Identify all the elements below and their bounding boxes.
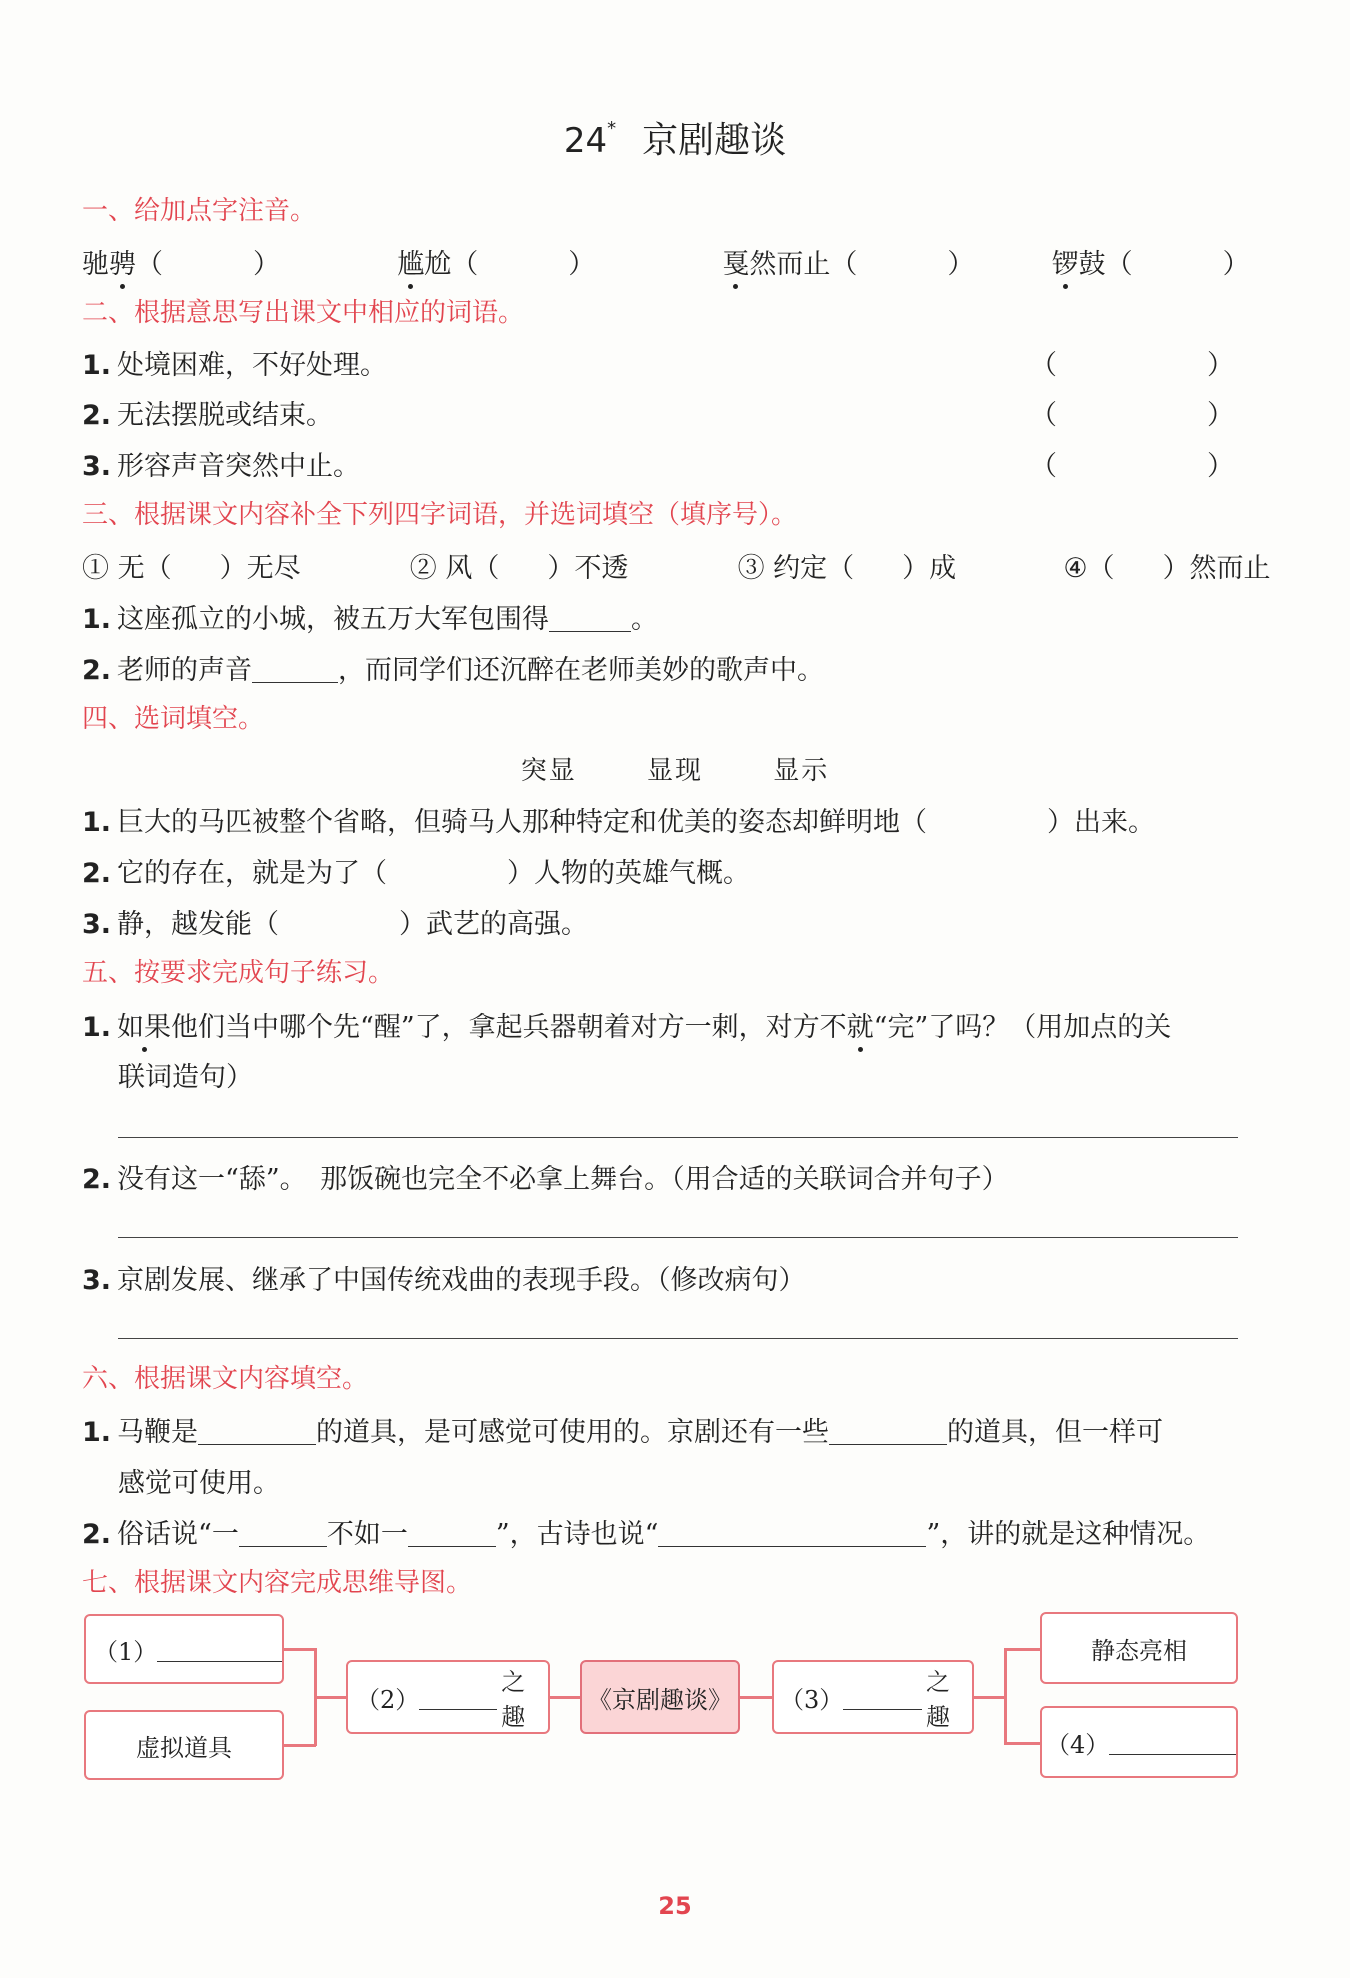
section-2-heading: 二、根据意思写出课文中相应的词语。 [82, 298, 525, 328]
section-1-heading: 一、给加点字注音。 [82, 196, 317, 226]
word-option: 突显 [520, 756, 577, 786]
q6-item-1: 1. 马鞭是 的道具，是可感觉可使用的。京剧还有一些 的道具，但一样可 [82, 1417, 1164, 1448]
q3-options [82, 546, 1271, 585]
connector [740, 1696, 772, 1699]
dotted-char: 戛 [722, 249, 750, 280]
lesson-title: 京剧趣谈 [642, 120, 787, 161]
connector [1004, 1648, 1040, 1651]
q2-item-3: 3. 形容声音突然中止。 [82, 451, 361, 482]
q5-item-2: 2. 没有这一“舔”。 那饭碗也完全不必拿上舞台。（用合适的关联词合并句子） [82, 1164, 1009, 1195]
section-6-heading: 六、根据课文内容填空。 [82, 1364, 369, 1394]
q2-item-1: 1. 处境困难，不好处理。 [82, 350, 388, 381]
pinyin-blank-2[interactable] [478, 250, 568, 277]
q2-answer-2[interactable]: （ ） [1030, 400, 1234, 431]
q2-answer-3[interactable]: （ ） [1030, 451, 1234, 482]
dotted-char: 尴 [397, 249, 425, 280]
answer-line-1[interactable] [118, 1137, 1238, 1138]
mindmap-box-3[interactable]: （2） 之趣 [346, 1660, 550, 1734]
fill-blank[interactable] [549, 604, 631, 632]
section-5-heading: 五、按要求完成句子练习。 [82, 958, 395, 988]
fill-blank[interactable] [198, 1417, 316, 1445]
fill-blank[interactable] [387, 859, 507, 886]
q6-item-1-cont: 感觉可使用。 [118, 1468, 280, 1499]
fill-blank[interactable] [408, 1519, 496, 1547]
connector [550, 1696, 580, 1699]
fill-blank[interactable] [419, 1685, 497, 1710]
idiom-option-2[interactable]: ② 风（ ）不透 [409, 553, 629, 584]
word-bank [0, 750, 1350, 787]
q5-item-3: 3. 京剧发展、继承了中国传统戏曲的表现手段。（修改病句） [82, 1265, 806, 1296]
word-option: 显现 [646, 756, 703, 786]
connector [1004, 1742, 1040, 1745]
connector [314, 1696, 346, 1699]
page-title [0, 112, 1350, 163]
mindmap-box-2: 虚拟道具 [84, 1710, 284, 1780]
q2-answer-1[interactable]: （ ） [1030, 350, 1234, 381]
q3-item-1: 1. 这座孤立的小城，被五万大军包围得 。 [82, 604, 659, 635]
dotted-conjunction: 如果 [117, 1012, 172, 1043]
fill-blank[interactable] [843, 1685, 922, 1710]
page-number: 25 [658, 1892, 692, 1920]
lesson-mark: * [607, 118, 617, 139]
lesson-number: 24 [563, 121, 608, 161]
idiom-option-1[interactable]: ① 无（ ）无尽 [82, 553, 301, 584]
fill-blank[interactable] [239, 1519, 327, 1547]
mindmap-box-6[interactable]: （4） [1040, 1706, 1238, 1778]
pinyin-blank-4[interactable] [1133, 250, 1223, 277]
connector [1004, 1648, 1007, 1744]
pinyin-blank-1[interactable] [163, 250, 253, 277]
q1-row: 驰骋（ ） 尴尬（ ） 戛然而止（ ） 锣鼓（ ） [82, 249, 1250, 280]
fill-blank[interactable] [658, 1519, 926, 1547]
connector [284, 1648, 316, 1651]
section-4-heading: 四、选词填空。 [82, 704, 265, 734]
mindmap-center: 《京剧趣谈》 [580, 1660, 740, 1734]
fill-blank[interactable] [157, 1637, 282, 1662]
fill-blank[interactable] [927, 808, 1047, 835]
pinyin-blank-3[interactable] [857, 250, 947, 277]
fill-blank[interactable] [252, 655, 338, 683]
q4-item-2: 2. 它的存在，就是为了（ ）人物的英雄气概。 [82, 858, 751, 889]
q4-item-3: 3. 静，越发能（ ）武艺的高强。 [82, 909, 589, 940]
mindmap-box-5: 静态亮相 [1040, 1612, 1238, 1684]
section-7-heading: 七、根据课文内容完成思维导图。 [82, 1568, 473, 1598]
answer-line-2[interactable] [118, 1237, 1238, 1238]
q6-item-2: 2. 俗话说“一 不如一 ”，古诗也说“ ”，讲的就是这种情况。 [82, 1519, 1211, 1550]
connector [284, 1744, 316, 1747]
mindmap-box-1[interactable]: （1） [84, 1614, 284, 1684]
idiom-option-4[interactable]: ④（ ）然而止 [1063, 553, 1271, 584]
q5-item-1: 1. 如果他们当中哪个先“醒”了，拿起兵器朝着对方一刺，对方不就“完”了吗？（用加点的关 [82, 1012, 1172, 1043]
fill-blank[interactable] [279, 910, 399, 937]
mindmap-box-4[interactable]: （3） 之趣 [772, 1660, 974, 1734]
dotted-char: 锣 [1051, 249, 1079, 280]
q4-item-1: 1. 巨大的马匹被整个省略，但骑马人那种特定和优美的姿态却鲜明地（ ）出来。 [82, 807, 1156, 838]
q5-item-1-cont: 联词造句） [118, 1062, 253, 1093]
fill-blank[interactable] [1109, 1730, 1236, 1755]
word-option: 显示 [773, 756, 830, 786]
dotted-char: 骋 [109, 249, 136, 280]
idiom-option-3[interactable]: ③ 约定（ ）成 [737, 553, 957, 584]
connector [974, 1696, 1006, 1699]
q3-item-2: 2. 老师的声音 ，而同学们还沉醉在老师美妙的歌声中。 [82, 655, 825, 686]
answer-line-3[interactable] [118, 1338, 1238, 1339]
q2-item-2: 2. 无法摆脱或结束。 [82, 400, 334, 431]
dotted-conjunction: 就 [846, 1012, 874, 1043]
section-3-heading: 三、根据课文内容补全下列四字词语，并选词填空（填序号）。 [82, 500, 798, 530]
fill-blank[interactable] [829, 1417, 947, 1445]
